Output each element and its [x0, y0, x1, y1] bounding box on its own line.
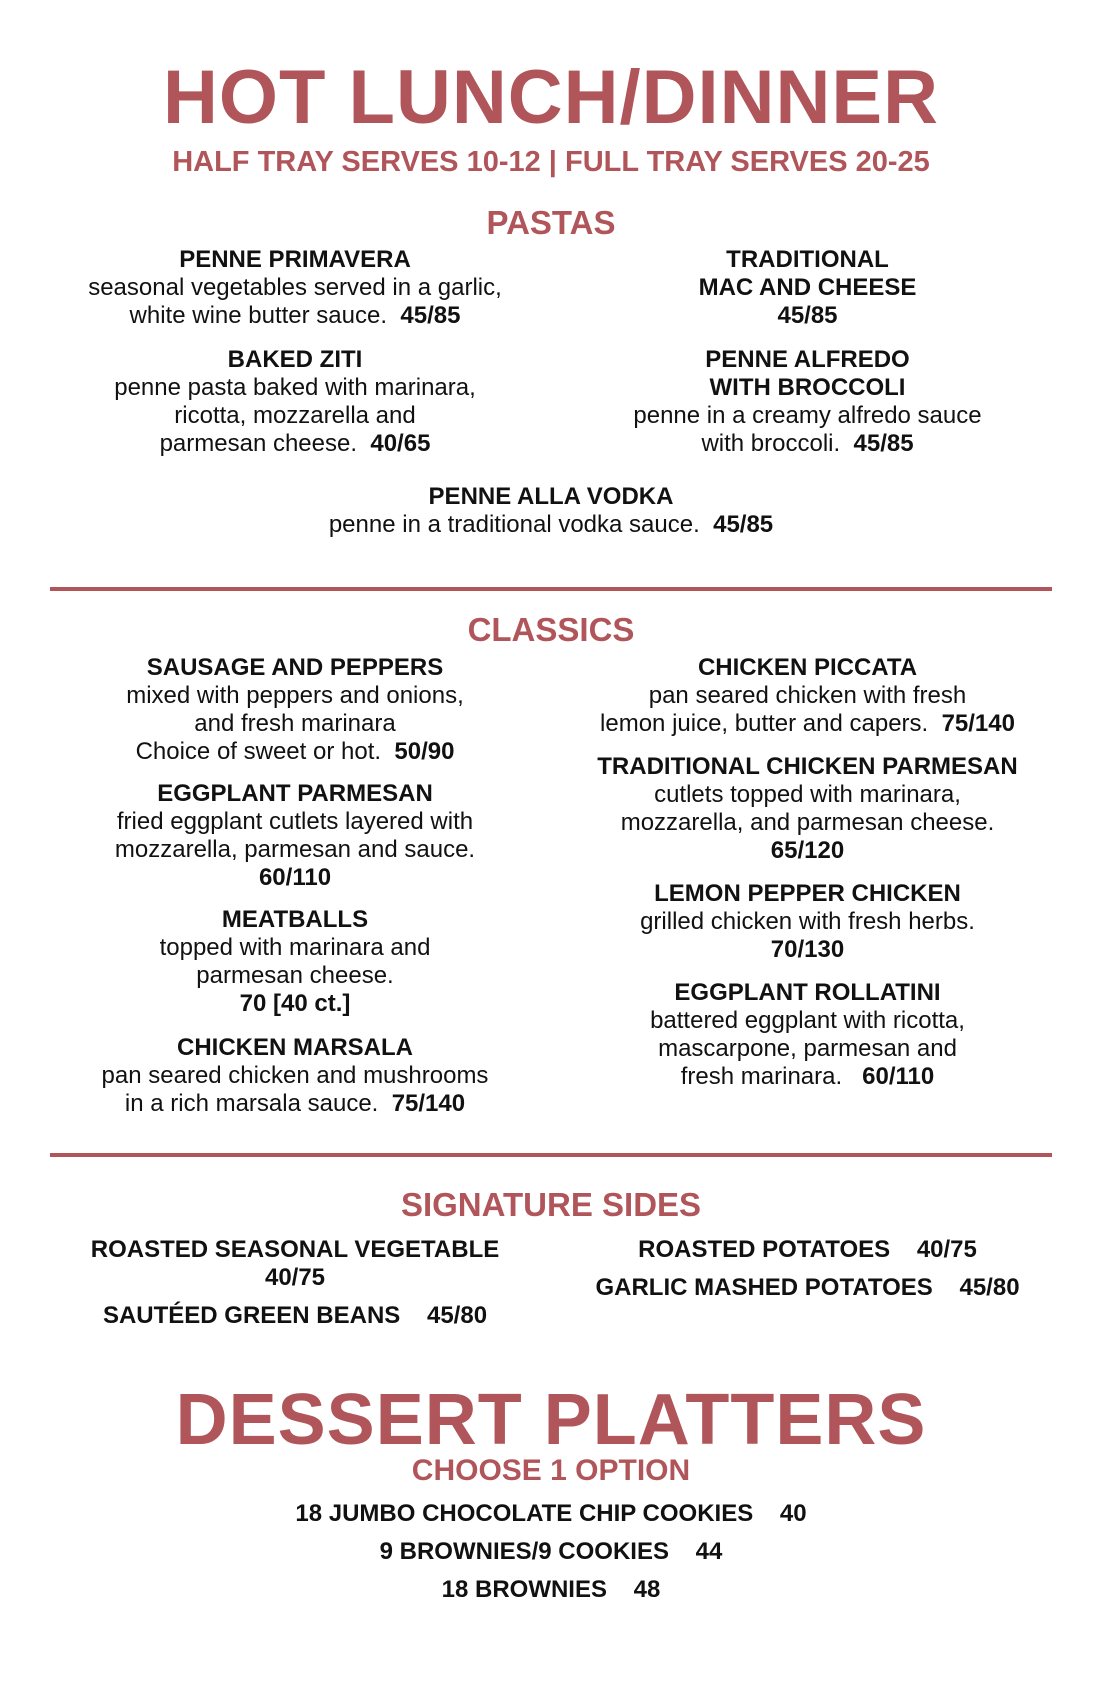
page-title: HOT LUNCH/DINNER [163, 55, 939, 140]
item-name: EGGPLANT PARMESAN [157, 780, 433, 807]
item-description: grilled chicken with fresh herbs. [640, 908, 975, 935]
item-name: TRADITIONAL CHICKEN PARMESAN [597, 753, 1018, 780]
item-description: cutlets topped with marinara, [654, 781, 961, 808]
item-price: 48 [633, 1576, 661, 1603]
item-price: 45/80 [959, 1274, 1020, 1301]
menu-item [40, 246, 550, 330]
item-description: seasonal vegetables served in a garlic, [88, 274, 502, 301]
side-item [555, 1274, 1060, 1302]
item-price: 44 [695, 1538, 723, 1565]
item-name: MEATBALLS [221, 906, 369, 933]
section-heading-pastas: PASTAS [486, 204, 616, 241]
item-description: penne pasta baked with marinara, [114, 374, 476, 401]
item-description: ricotta, mozzarella and [174, 402, 416, 429]
item-description: parmesan cheese. [196, 962, 394, 989]
item-name: 18 BROWNIES [441, 1576, 607, 1603]
item-name: PENNE ALLA VODKA [428, 483, 674, 510]
menu-item [555, 346, 1060, 458]
section-heading-sides: SIGNATURE SIDES [400, 1186, 702, 1223]
item-price: 45/85 [853, 430, 914, 457]
item-name: PENNE PRIMAVERA [179, 246, 411, 273]
item-description: and fresh marinara [194, 710, 396, 737]
item-price: 40 [779, 1500, 807, 1527]
dessert-title: DESSERT PLATTERS [175, 1380, 927, 1460]
item-price: 70/130 [770, 936, 845, 963]
side-item [40, 1236, 550, 1292]
item-name: CHICKEN PICCATA [697, 654, 918, 681]
menu-item [555, 246, 1060, 330]
item-price: 45/85 [777, 302, 838, 329]
item-price: 50/90 [394, 738, 455, 765]
item-name: 9 BROWNIES/9 COOKIES [379, 1538, 669, 1565]
menu-item [40, 906, 550, 1018]
item-name: PENNE ALFREDO [705, 346, 910, 373]
item-name: LEMON PEPPER CHICKEN [654, 880, 961, 907]
dessert-subtitle: CHOOSE 1 OPTION [411, 1454, 691, 1487]
dessert-item [0, 1538, 1102, 1566]
menu-item [40, 654, 550, 766]
item-name: SAUTÉED GREEN BEANS [102, 1302, 401, 1329]
item-description: lemon juice, butter and capers. [600, 710, 929, 737]
item-name-line2: MAC AND CHEESE [698, 274, 917, 301]
item-price: 40/75 [916, 1236, 977, 1263]
item-name: ROASTED SEASONAL VEGETABLE [90, 1236, 500, 1263]
item-price: 60/110 [258, 864, 332, 891]
item-description: mozzarella, parmesan and sauce. [114, 836, 476, 863]
item-price: 75/140 [941, 710, 1015, 737]
item-name: TRADITIONAL [726, 246, 889, 273]
item-description: parmesan cheese. [159, 430, 358, 457]
item-description: mixed with peppers and onions, [126, 682, 464, 709]
dessert-item [0, 1576, 1102, 1604]
item-price: 75/140 [391, 1090, 466, 1117]
item-description: penne in a creamy alfredo sauce [633, 402, 982, 429]
item-description: topped with marinara and [159, 934, 431, 961]
menu-item [40, 780, 550, 892]
item-price: 45/85 [713, 511, 774, 538]
item-name: SAUSAGE AND PEPPERS [146, 654, 444, 681]
menu-item [555, 753, 1060, 865]
section-divider [50, 1153, 1052, 1157]
side-item [555, 1236, 1060, 1264]
item-name: 18 JUMBO CHOCOLATE CHIP COOKIES [295, 1500, 754, 1527]
item-price: 45/85 [400, 302, 461, 329]
item-price: 40/65 [370, 430, 431, 457]
menu-item [40, 1034, 550, 1118]
dessert-item [0, 1500, 1102, 1528]
item-price: 65/120 [770, 837, 845, 864]
item-price: 40/75 [264, 1264, 326, 1291]
menu-item [150, 483, 952, 539]
item-description: Choice of sweet or hot. [135, 738, 382, 765]
item-description: battered eggplant with ricotta, [650, 1007, 965, 1034]
item-description: fried eggplant cutlets layered with [116, 808, 474, 835]
item-description: pan seared chicken and mushrooms [101, 1062, 489, 1089]
item-name-line2: WITH BROCCOLI [709, 374, 906, 401]
menu-item [555, 654, 1060, 738]
item-name: BAKED ZITI [227, 346, 363, 373]
item-description: penne in a traditional vodka sauce. [328, 511, 700, 538]
item-description: in a rich marsala sauce. [124, 1090, 379, 1117]
item-name: GARLIC MASHED POTATOES [595, 1274, 933, 1301]
menu-item [555, 979, 1060, 1091]
item-price: 45/80 [426, 1302, 488, 1329]
item-description: mascarpone, parmesan and [658, 1035, 957, 1062]
item-description: white wine butter sauce. [129, 302, 388, 329]
menu-item [40, 346, 550, 458]
item-price: 70 [40 ct.] [239, 990, 351, 1017]
item-name: CHICKEN MARSALA [177, 1034, 413, 1061]
item-description: pan seared chicken with fresh [648, 682, 967, 709]
page-subtitle: HALF TRAY SERVES 10-12 | FULL TRAY SERVES 20-25 [172, 146, 930, 178]
section-divider [50, 587, 1052, 591]
item-description: mozzarella, and parmesan cheese. [620, 809, 995, 836]
item-name: EGGPLANT ROLLATINI [674, 979, 941, 1006]
menu-item [555, 880, 1060, 964]
item-description: fresh marinara. [680, 1063, 843, 1090]
section-heading-classics: CLASSICS [467, 611, 635, 648]
item-name: ROASTED POTATOES [638, 1236, 891, 1263]
item-description: with broccoli. [701, 430, 841, 457]
side-item [40, 1302, 550, 1330]
item-price: 60/110 [862, 1063, 935, 1090]
